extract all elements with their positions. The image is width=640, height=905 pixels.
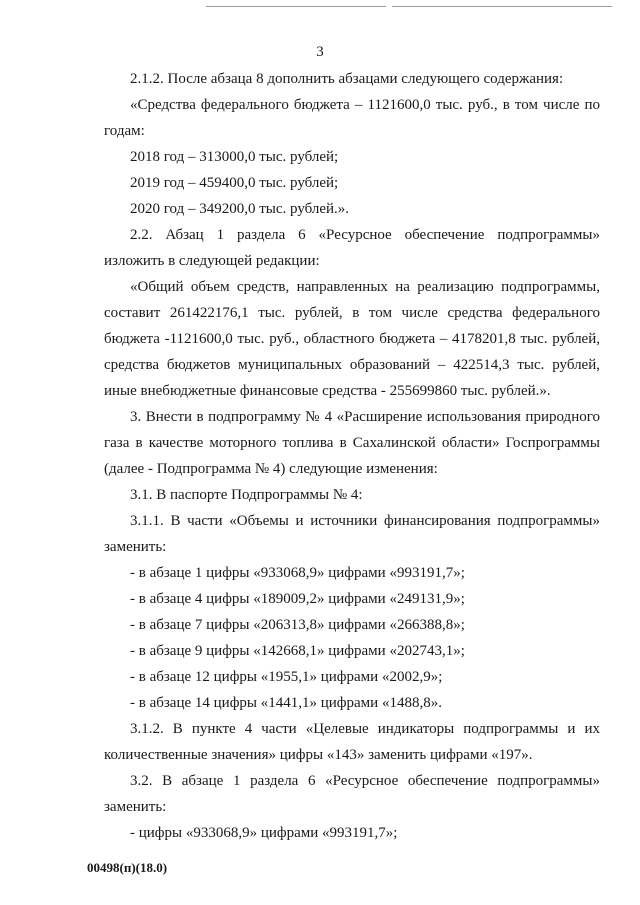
scan-artifact-line [206, 6, 386, 7]
paragraph: 3.1.2. В пункте 4 части «Целевые индикаторы подпрограммы и их количественные значения» цифры «143» заменить цифрами «197». [104, 721, 600, 763]
list-item: - в абзаце 1 цифры «933068,9» цифрами «993191,7»; [130, 565, 465, 581]
list-item: - в абзаце 9 цифры «142668,1» цифрами «202743,1»; [130, 643, 465, 659]
list-item: - цифры «933068,9» цифрами «993191,7»; [130, 825, 398, 841]
paragraph: 2.2. Абзац 1 раздела 6 «Ресурсное обеспечение подпрограммы» изложить в следующей редакции: [104, 227, 600, 269]
paragraph: 3.1. В паспорте Подпрограммы № 4: [130, 487, 363, 503]
scan-artifact-line [392, 6, 612, 7]
paragraph: «Средства федерального бюджета – 1121600,0 тыс. руб., в том числе по годам: [104, 97, 600, 139]
list-item: - в абзаце 12 цифры «1955,1» цифрами «2002,9»; [130, 669, 443, 685]
paragraph: «Общий объем средств, направленных на реализацию подпрограммы, составит 261422176,1 тыс. рублей, в том числе средства федерального бюджета -1121600,0 тыс. руб., областного бюджета – 4178201,8 тыс. рублей, средства бюджетов муниципальных образований – 422514,3 тыс. рублей, иные внебюджетные финансовые средства - 255699860 тыс. рублей.». [104, 279, 600, 399]
paragraph: 2019 год – 459400,0 тыс. рублей; [130, 175, 339, 191]
paragraph: 3. Внести в подпрограмму № 4 «Расширение использования природного газа в качестве моторного топлива в Сахалинской области» Госпрограммы (далее - Подпрограмма № 4) следующие изменения: [104, 409, 600, 477]
paragraph: 3.1.1. В части «Объемы и источники финансирования подпрограммы» заменить: [104, 513, 600, 555]
paragraph: 2020 год – 349200,0 тыс. рублей.». [130, 201, 350, 217]
document-body [104, 66, 600, 846]
list-item: - в абзаце 4 цифры «189009,2» цифрами «249131,9»; [130, 591, 465, 607]
list-item: - в абзаце 14 цифры «1441,1» цифрами «1488,8». [130, 695, 442, 711]
list-item: - в абзаце 7 цифры «206313,8» цифрами «266388,8»; [130, 617, 465, 633]
paragraph: 3.2. В абзаце 1 раздела 6 «Ресурсное обеспечение подпрограммы» заменить: [104, 773, 600, 815]
paragraph: 2.1.2. После абзаца 8 дополнить абзацами следующего содержания: [130, 71, 564, 87]
paragraph: 2018 год – 313000,0 тыс. рублей; [130, 149, 339, 165]
document-code: 00498(п)(18.0) [87, 860, 168, 875]
page-number: 3 [316, 44, 324, 60]
